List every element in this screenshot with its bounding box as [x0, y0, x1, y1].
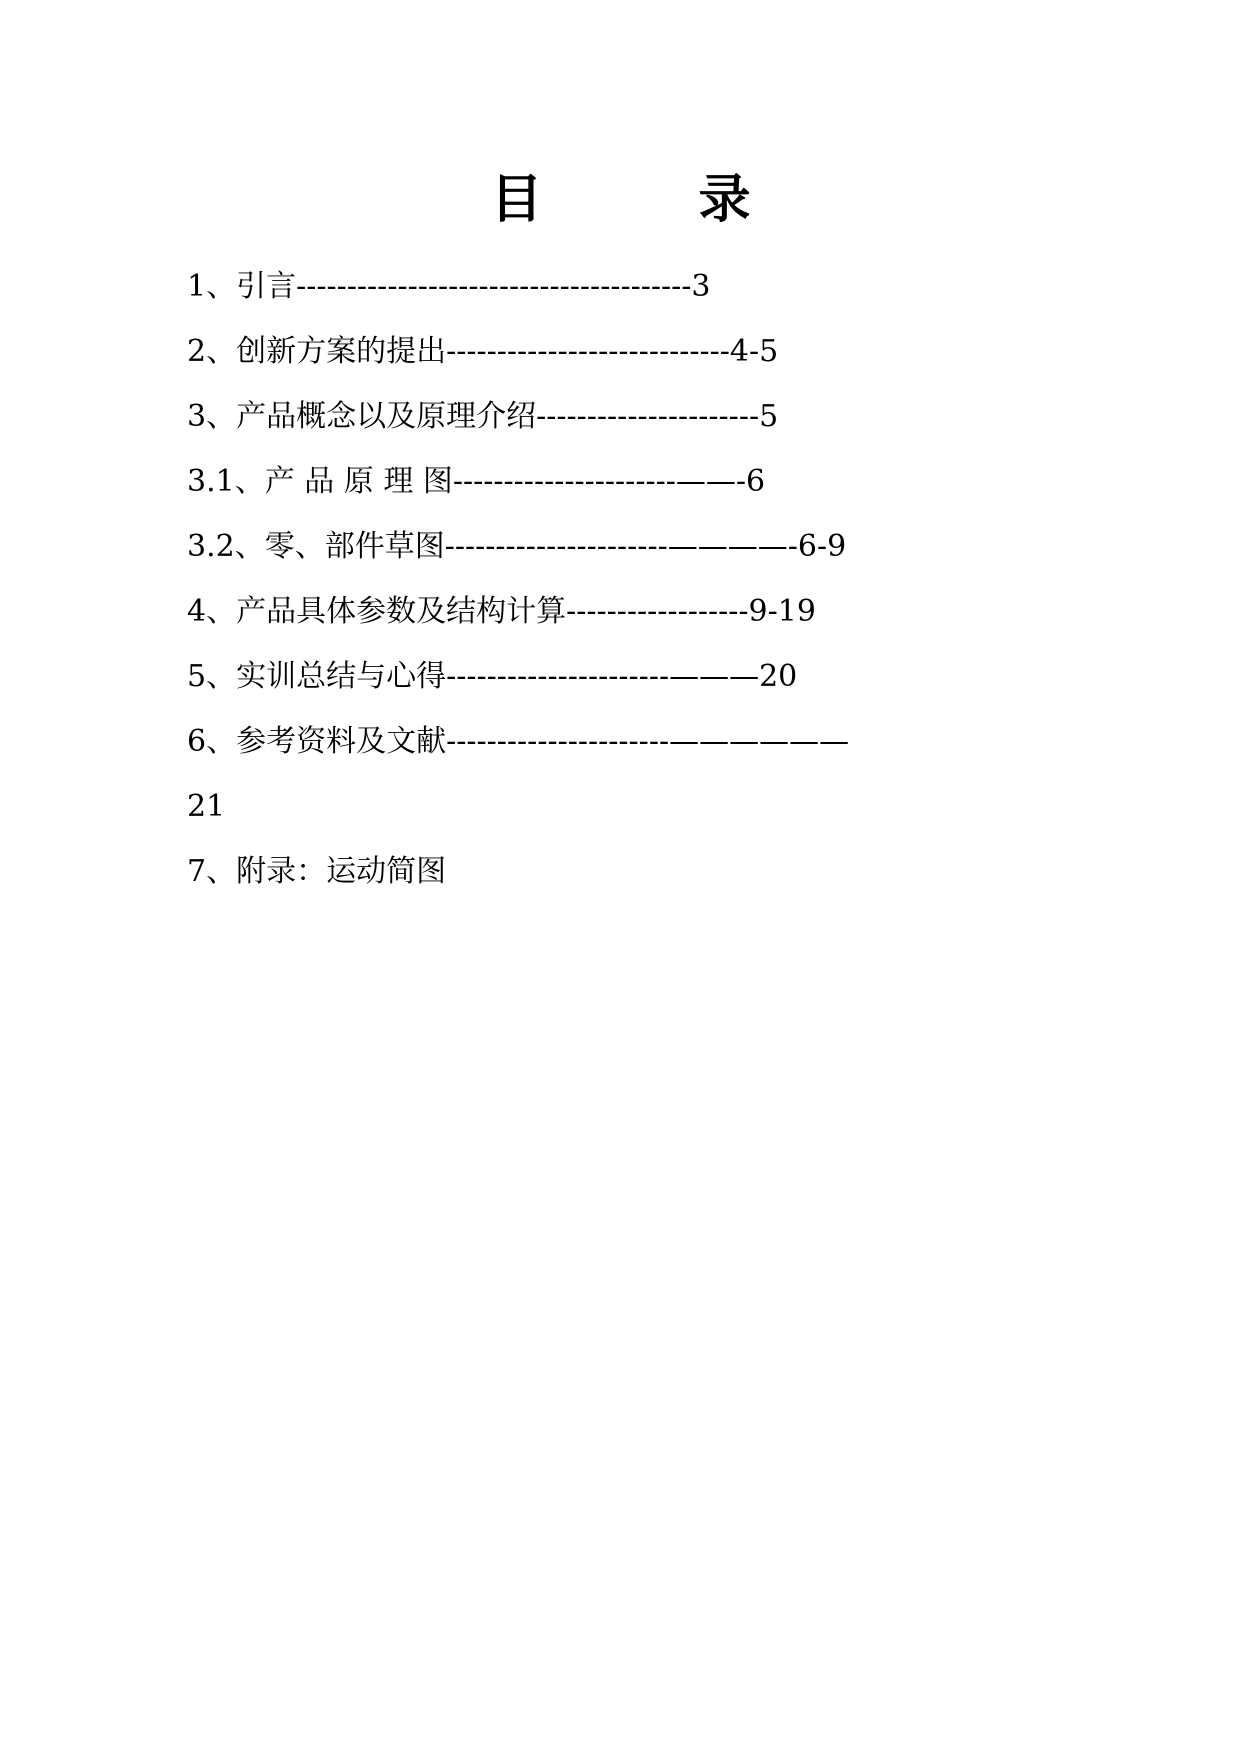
toc-entry-references: 6、参考资料及文献----------------------——————: [187, 724, 850, 759]
table-of-contents: [187, 254, 1087, 904]
page-title: 目 录: [490, 170, 751, 230]
toc-entry-parameters-calculation: 4、产品具体参数及结构计算------------------9-19: [187, 594, 816, 629]
toc-entry-product-concept: 3、产品概念以及原理介绍----------------------5: [187, 399, 779, 434]
toc-entry-appendix: 7、附录：运动简图: [187, 854, 447, 889]
toc-entry-introduction: 1、引言---------------------------------------3: [187, 269, 711, 304]
toc-entry-summary: 5、实训总结与心得----------------------———20: [187, 659, 798, 694]
toc-entry-parts-sketch: 3.2、零、部件草图----------------------————-6-9: [187, 529, 847, 564]
toc-entry-references-page: 21: [187, 789, 226, 824]
toc-entry-principle-diagram: 3.1、产 品 原 理 图----------------------——-6: [187, 464, 766, 499]
toc-entry-innovation-plan: 2、创新方案的提出----------------------------4-5: [187, 334, 779, 369]
